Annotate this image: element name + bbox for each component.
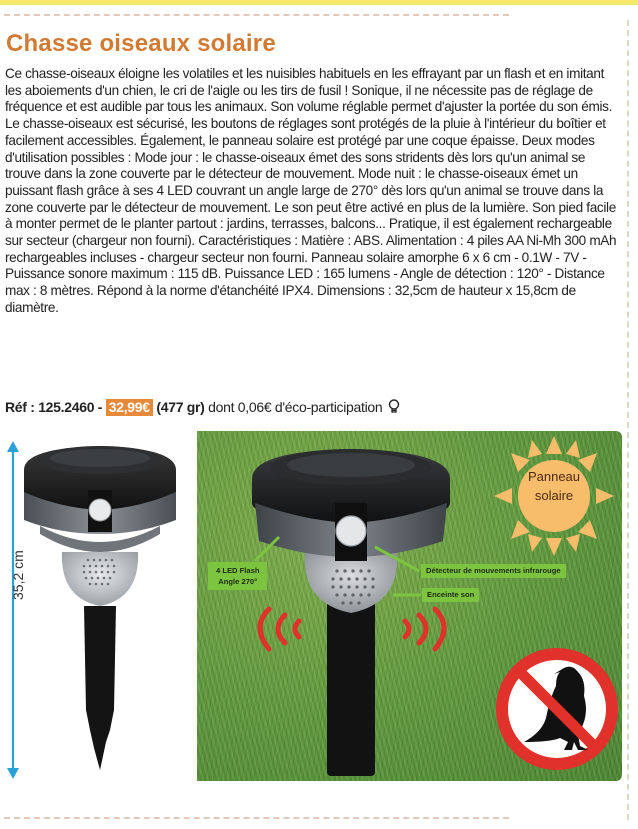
dashed-divider-right: [627, 20, 629, 820]
callout-leds-line2: Angle 270°: [218, 577, 258, 586]
sun-label-line1: Panneau: [527, 469, 581, 484]
product-description: Ce chasse-oiseaux éloigne les volatiles et les nuisibles habituels en les effrayant par un flash et en imitant les aboiements d'un chien, le cri de l'aigle ou les tirs de fusil ! Sonique, il ne nécessite pas de réglage de fréquence et est audible par tous les animaux. Son volume réglable permet d'ajuster la portée du son émis. Le chasse-oiseaux est sécurisé, les boutons de réglages sont protégés de la pluie à l'intérieur du boîtier et facilement accessibles. Également, le panneau solaire est protégé par une coque épaisse. Deux modes d'utilisation possibles : Mode jour : le chasse-oiseaux émet des sons stridents dès lors qu'un animal se trouve dans la zone couverte par le détecteur de mouvement. Mode nuit : le chasse-oiseaux émet un puissant flash grâce à ses 4 LED couvrant un angle large de 270° dès lors qu'un animal se trouve dans la zone couverte par le détecteur de mouvement. Le son peut être activé en plus de la lumière. Son pied facile à monter permet de le planter partout : jardins, terrasses, balcons... Pratique, il est également rechargeable sur secteur (chargeur non fourni). Caractéristiques : Matière : ABS. Alimentation : 4 piles AA Ni-Mh 300 mAh rechargeables incluses - chargeur secteur non fourni. Panneau solaire amorphe 6 x 6 cm - 0.1W - 7V - Puissance sonore maximum : 115 dB. Puissance LED : 165 lumens - Angle de détection : 120° - Distance max : 8 mètres. Répond à la norme d'étanchéité IPX4. Dimensions : 32,5cm de hauteur x 15,8cm de diamètre.: [5, 66, 617, 315]
lifestyle-photo: [197, 431, 622, 781]
product-weight: (477 gr): [156, 399, 205, 415]
sun-label-line2: solaire: [534, 488, 574, 503]
no-birds-sign-icon: [494, 646, 620, 772]
callout-motion-detector: Détecteur de mouvements infrarouge: [421, 564, 566, 578]
callout-4-led-flash: [208, 562, 267, 590]
dashed-divider-bottom: [4, 817, 509, 819]
reference-price-line: [5, 399, 400, 417]
height-label: 35,2 cm: [10, 550, 26, 600]
callout-leds-line1: 4 LED Flash: [216, 566, 260, 575]
top-color-band: [0, 0, 638, 5]
callout-speaker: Enceinte son: [422, 588, 479, 602]
reference-number: Réf : 125.2460 -: [5, 399, 103, 415]
product-title: Chasse oiseaux solaire: [6, 30, 276, 57]
eco-participation: dont 0,06€ d'éco-participation: [208, 399, 383, 415]
price-badge: 32,99€: [106, 399, 153, 416]
product-photo: [0, 430, 190, 790]
sun-label: [519, 467, 589, 505]
dashed-divider-top: [4, 14, 509, 16]
lightbulb-icon: [388, 399, 400, 417]
